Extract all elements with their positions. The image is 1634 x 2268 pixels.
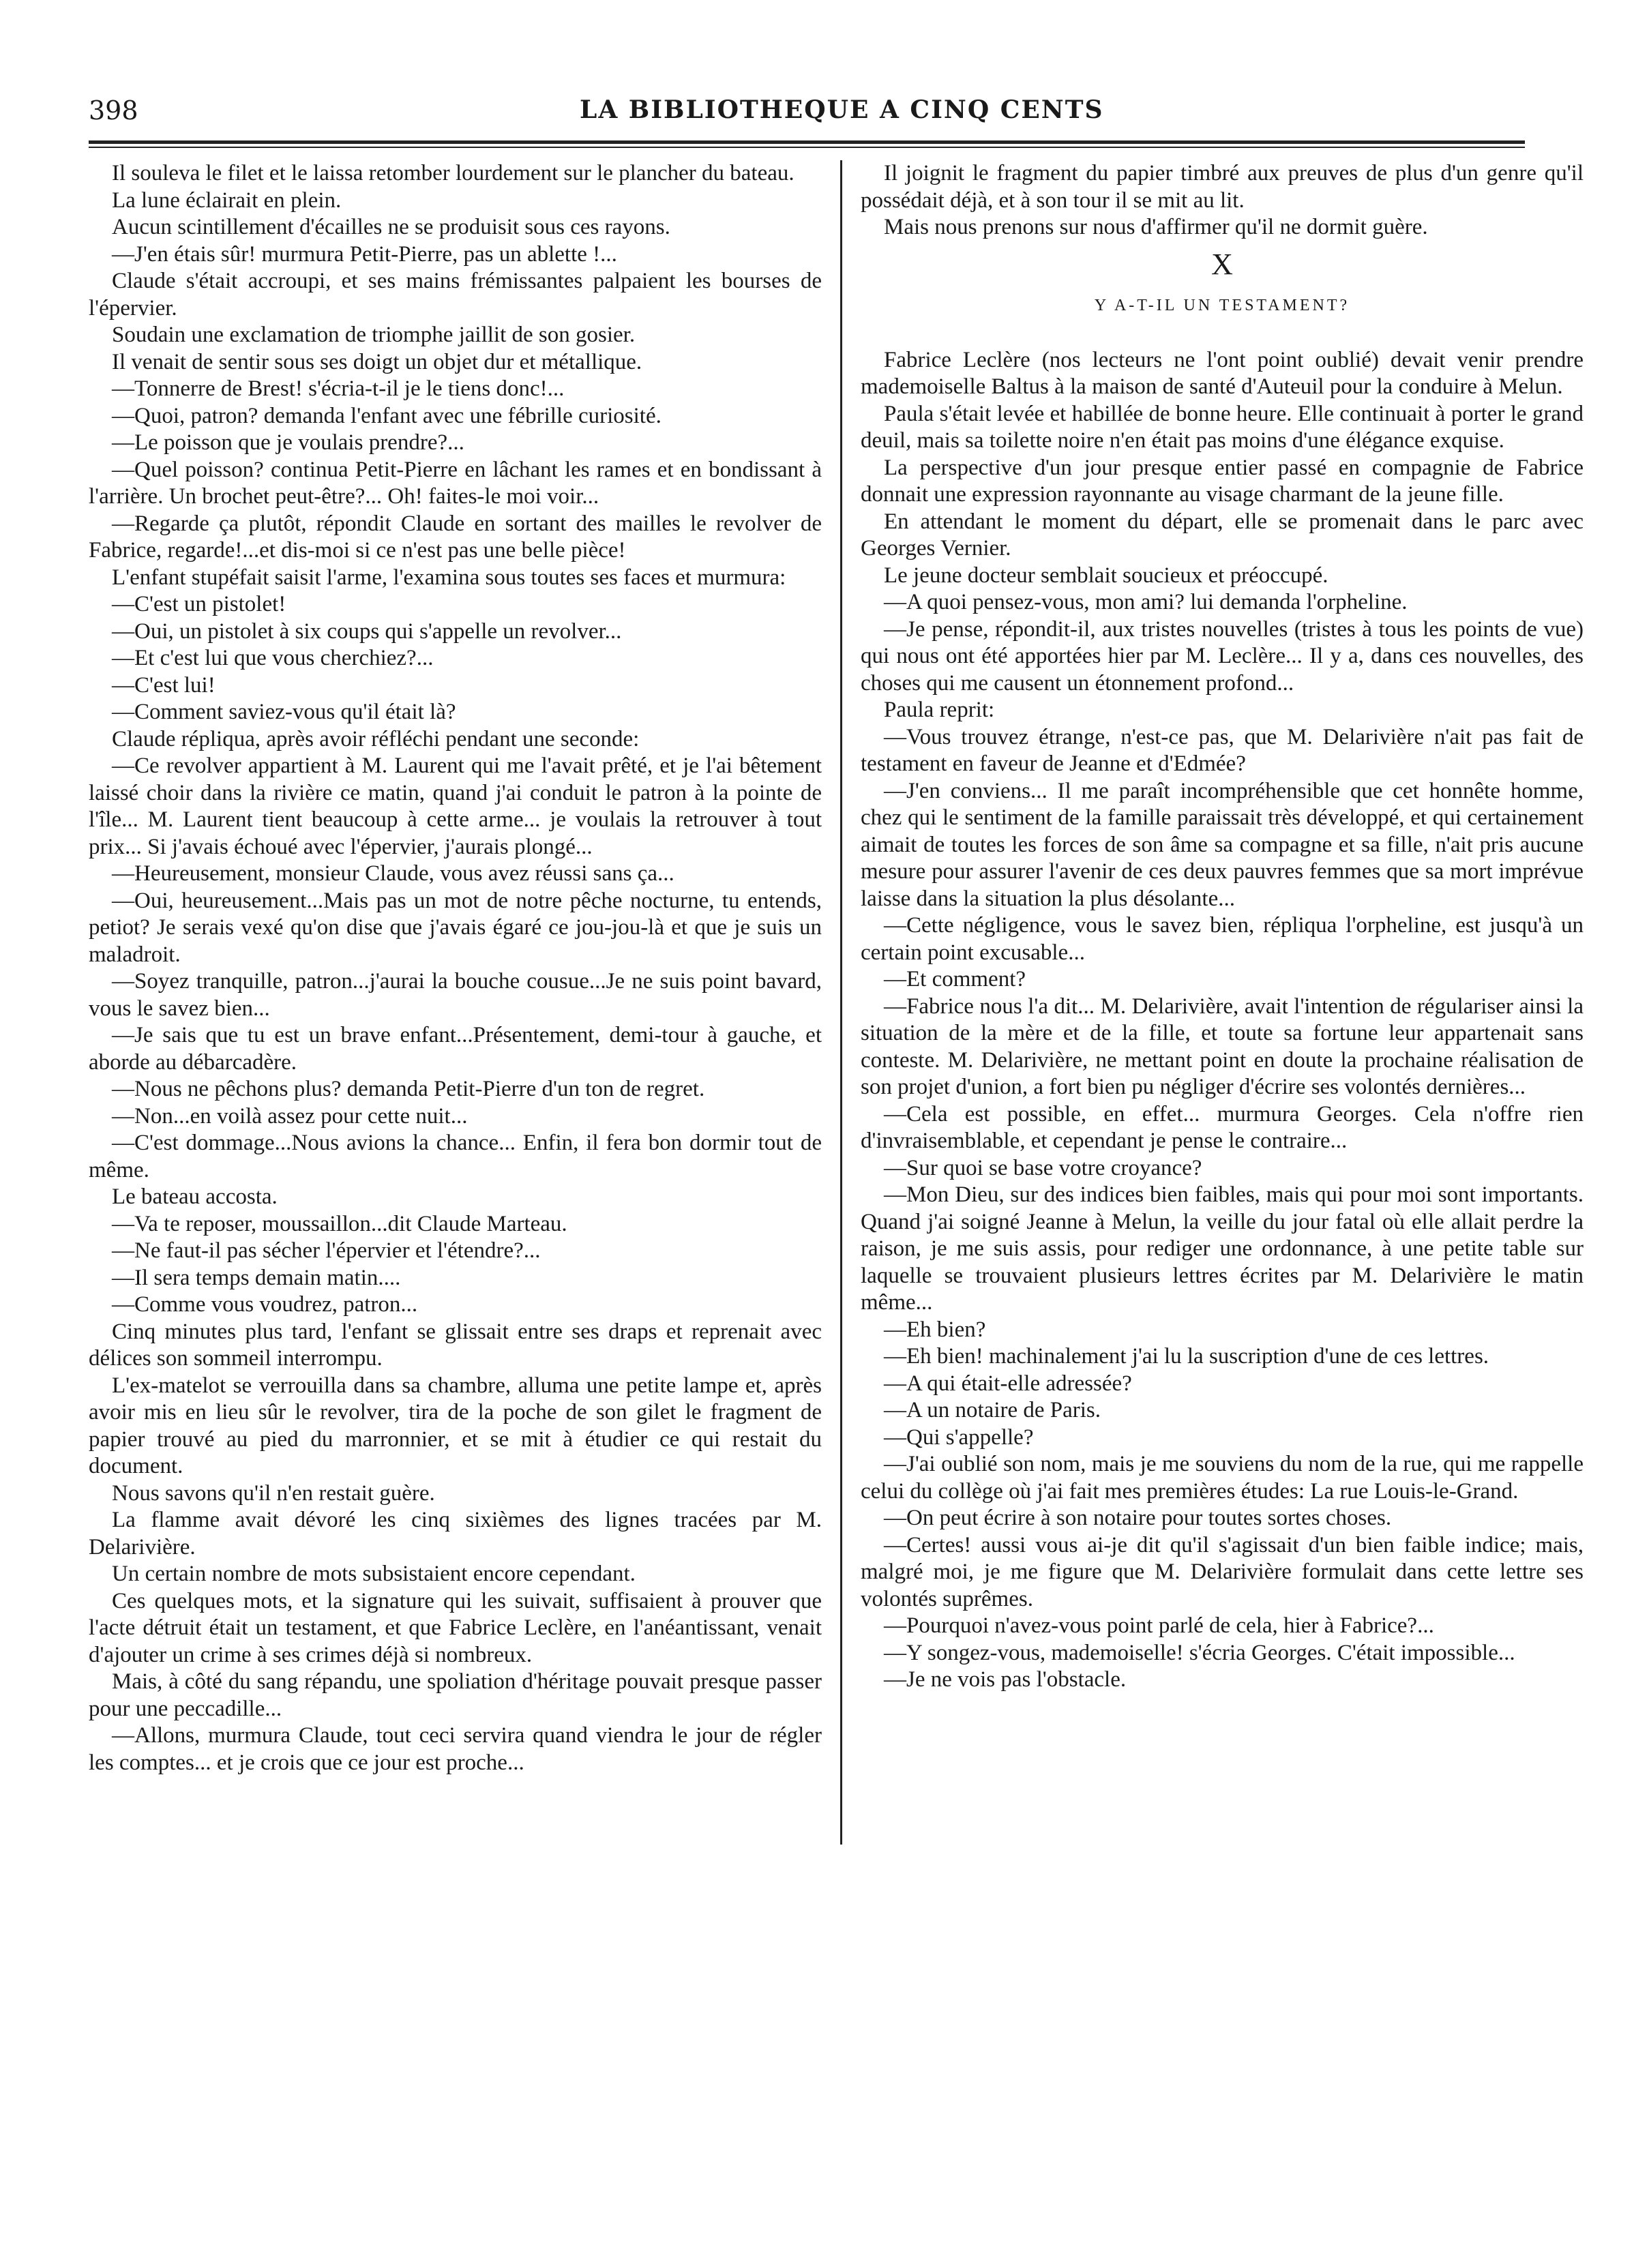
paragraph: —Eh bien? <box>884 1317 986 1342</box>
paragraph: —J'en conviens... Il me paraît incompréhensible que cet honnête homme, chez qui le sentiment de la famille paraissait très développé, et qui certainement aimait de toutes les forces de son âme sa compagne et sa fille, n'ait pris aucune mesure pour assurer l'avenir de ces deux pauvres femmes que sa mort imprévue laisse dans la situation la plus désolante... <box>861 778 1584 911</box>
paragraph: —A un notaire de Paris. <box>884 1398 1101 1422</box>
paragraph: —Quel poisson? continua Petit-Pierre en lâchant les rames et en bondissant à l'arrière. Un brochet peut-être?... Oh! faites-le moi voir... <box>89 457 822 509</box>
paragraph: —Je sais que tu est un brave enfant...Présentement, demi-tour à gauche, et aborde au débarcadère. <box>89 1023 822 1075</box>
running-title: LA BIBLIOTHEQUE A CINQ CENTS <box>580 95 1104 124</box>
paragraph: —Y songez-vous, mademoiselle! s'écria Georges. C'était impossible... <box>884 1640 1515 1665</box>
chapter-number: X <box>1211 247 1233 281</box>
paragraph: —A qui était-elle adressée? <box>884 1371 1132 1396</box>
paragraph: —Tonnerre de Brest! s'écria-t-il je le tiens donc!... <box>112 376 565 401</box>
paragraph: —On peut écrire à son notaire pour toutes sortes choses. <box>884 1506 1392 1530</box>
right-column <box>861 160 1584 2220</box>
right-column-top <box>861 160 1584 241</box>
chapter-title: Y A-T-IL UN TESTAMENT? <box>1094 297 1350 314</box>
paragraph: Mais nous prenons sur nous d'affirmer qu'il ne dormit guère. <box>884 215 1428 239</box>
paragraph: —Regarde ça plutôt, répondit Claude en sortant des mailles le revolver de Fabrice, regarde!...et dis-moi si ce n'est pas une belle pièce! <box>89 511 822 563</box>
page-number: 398 <box>89 95 138 125</box>
paragraph: —Il sera temps demain matin.... <box>112 1265 401 1290</box>
paragraph: Cinq minutes plus tard, l'enfant se glissait entre ses draps et reprenait avec délices son sommeil interrompu. <box>89 1319 822 1371</box>
paragraph: La flamme avait dévoré les cinq sixièmes des lignes tracées par M. Delarivière. <box>89 1508 822 1560</box>
paragraph: —J'ai oublié son nom, mais je me souviens du nom de la rue, qui me rappelle celui du collège où j'ai fait mes premières études: La rue Louis-le-Grand. <box>861 1452 1584 1504</box>
paragraph: —Comment saviez-vous qu'il était là? <box>112 700 456 724</box>
paragraph: —Je pense, répondit-il, aux tristes nouvelles (tristes à tous les points de vue) qui nous ont été apportées hier par M. Leclère... Il y a, dans ces nouvelles, des choses qui me causent un étonnement profond... <box>861 616 1584 696</box>
paragraph: Fabrice Leclère (nos lecteurs ne l'ont point oublié) devait venir prendre mademoiselle Baltus à la maison de santé d'Auteuil pour la conduire à Melun. <box>861 347 1584 399</box>
paragraph: —Qui s'appelle? <box>884 1424 1034 1450</box>
right-column-body <box>861 347 1584 1694</box>
paragraph: —Vous trouvez étrange, n'est-ce pas, que M. Delarivière n'ait pas fait de testament en faveur de Jeanne et d'Edmée? <box>861 724 1584 776</box>
paragraph: —Sur quoi se base votre croyance? <box>884 1155 1202 1180</box>
paragraph: —Cette négligence, vous le savez bien, répliqua l'orpheline, est jusqu'à un certain point excusable... <box>861 913 1584 965</box>
paragraph: —Comme vous voudrez, patron... <box>112 1292 418 1317</box>
paragraph: —Et c'est lui que vous cherchiez?... <box>112 646 434 670</box>
paragraph: La perspective d'un jour presque entier passé en compagnie de Fabrice donnait une expression rayonnante au visage charmant de la jeune fille. <box>861 455 1584 507</box>
paragraph: —Va te reposer, moussaillon...dit Claude Marteau. <box>112 1211 567 1236</box>
left-column <box>89 160 822 2220</box>
paragraph: —Et comment? <box>884 967 1026 991</box>
paragraph: —Mon Dieu, sur des indices bien faibles, mais qui pour moi sont importants. Quand j'ai soigné Jeanne à Melun, la veille du jour fatal où elle allait perdre la raison, je me suis assis, pour rediger une ordonnance, à une petite table sur laquelle se trouvaient plusieurs lettres écrites par M. Delarivière le matin même... <box>861 1182 1584 1315</box>
paragraph: —Le poisson que je voulais prendre?... <box>112 430 464 455</box>
paragraph: —Ne faut-il pas sécher l'épervier et l'étendre?... <box>112 1238 541 1263</box>
paragraph: L'ex-matelot se verrouilla dans sa chambre, alluma une petite lampe et, après avoir mis en lieu sûr le revolver, tira de la poche de son gilet le fragment de papier trouvé au pied du marronnier, et se mit à étudier ce qui restait du document. <box>89 1373 822 1478</box>
paragraph: —Pourquoi n'avez-vous point parlé de cela, hier à Fabrice?... <box>884 1613 1434 1638</box>
paragraph: Soudain une exclamation de triomphe jaillit de son gosier. <box>112 323 636 347</box>
paragraph: —Soyez tranquille, patron...j'aurai la bouche cousue...Je ne suis point bavard, vous le savez bien... <box>89 969 822 1021</box>
paragraph: —Quoi, patron? demanda l'enfant avec une fébrille curiosité. <box>112 403 662 428</box>
page-header <box>89 95 1525 136</box>
paragraph: Le bateau accosta. <box>112 1184 278 1209</box>
paragraph: —C'est un pistolet! <box>112 592 286 616</box>
paragraph: —Oui, un pistolet à six coups qui s'appelle un revolver... <box>112 618 622 644</box>
paragraph: La lune éclairait en plein. <box>112 188 342 213</box>
paragraph: En attendant le moment du départ, elle se promenait dans le parc avec Georges Vernier. <box>861 509 1584 561</box>
paragraph: Il joignit le fragment du papier timbré aux preuves de plus d'un genre qu'il possédait déjà, et à son tour il se mit au lit. <box>861 161 1584 213</box>
paragraph: —Ce revolver appartient à M. Laurent qui me l'avait prêté, et je l'ai bêtement laissé choir dans la rivière ce matin, quand j'ai conduit le patron à la pointe de l'île... M. Laurent tient beaucoup à cette arme... je voulais la retrouver à tout prix... Si j'avais échoué avec l'épervier, j'aurais plongé... <box>89 753 822 859</box>
paragraph: Paula s'était levée et habillée de bonne heure. Elle continuait à porter le grand deuil, mais sa toilette noire n'en était pas moins d'une élégance exquise. <box>861 401 1584 453</box>
paragraph: L'enfant stupéfait saisit l'arme, l'examina sous toutes ses faces et murmura: <box>112 565 786 590</box>
paragraph: —J'en étais sûr! murmura Petit-Pierre, pas un ablette !... <box>112 241 617 267</box>
paragraph: —Nous ne pêchons plus? demanda Petit-Pierre d'un ton de regret. <box>112 1077 705 1101</box>
paragraph: Un certain nombre de mots subsistaient encore cependant. <box>112 1562 636 1586</box>
paragraph: —C'est dommage...Nous avions la chance... Enfin, il fera bon dormir tout de même. <box>89 1131 822 1182</box>
paragraph: Mais, à côté du sang répandu, une spoliation d'héritage pouvait presque passer pour une peccadille... <box>89 1669 822 1721</box>
header-rule-thin <box>89 147 1525 148</box>
paragraph: —Allons, murmura Claude, tout ceci servira quand viendra le jour de régler les comptes... et je crois que ce jour est proche... <box>89 1723 822 1775</box>
paragraph: —Non...en voilà assez pour cette nuit... <box>112 1103 468 1129</box>
paragraph: —A quoi pensez-vous, mon ami? lui demanda l'orpheline. <box>884 590 1408 614</box>
paragraph: —Fabrice nous l'a dit... M. Delarivière, avait l'intention de régulariser ainsi la situation de la mère et de la fille, et toute sa fortune leur appartenait sans conteste. M. Delarivière, ne mettant point en doute la prochaine réalisation de son projet d'union, a fort bien pu négliger d'écrire ses volontés dernières... <box>861 994 1584 1099</box>
paragraph: —Certes! aussi vous ai-je dit qu'il s'agissait d'un bien faible indice; mais, malgré moi, je me figure que M. Delarivière formulait dans cette lettre ses volontés suprêmes. <box>861 1532 1584 1611</box>
header-rule <box>89 140 1525 144</box>
paragraph: Aucun scintillement d'écailles ne se produisit sous ces rayons. <box>112 215 670 239</box>
paragraph: —Je ne vois pas l'obstacle. <box>884 1667 1127 1692</box>
paragraph: Nous savons qu'il n'en restait guère. <box>112 1480 435 1506</box>
paragraph: Claude s'était accroupi, et ses mains frémissantes palpaient les bourses de l'épervier. <box>89 269 822 320</box>
paragraph: —Oui, heureusement...Mais pas un mot de notre pêche nocturne, tu entends, petiot? Je serais vexé qu'on dise que j'avais égaré ce jou-jou-là et que je suis un maladroit. <box>89 888 822 967</box>
column-divider <box>840 160 842 1845</box>
paragraph: Le jeune docteur semblait soucieux et préoccupé. <box>884 563 1328 588</box>
paragraph: Paula reprit: <box>884 698 995 722</box>
paragraph: Claude répliqua, après avoir réfléchi pendant une seconde: <box>112 726 640 751</box>
paragraph: —Heureusement, monsieur Claude, vous avez réussi sans ça... <box>112 861 674 886</box>
paragraph: Ces quelques mots, et la signature qui les suivait, suffisaient à prouver que l'acte détruit était un testament, et que Fabrice Leclère, en l'anéantissant, venait d'ajouter un crime à ses crimes déjà si nombreux. <box>89 1588 822 1667</box>
paragraph: Il venait de sentir sous ses doigt un objet dur et métallique. <box>112 349 642 374</box>
paragraph: Il souleva le filet et le laissa retomber lourdement sur le plancher du bateau. <box>112 161 794 185</box>
paragraph: —Cela est possible, en effet... murmura Georges. Cela n'offre rien d'invraisemblable, et cependant je pense le contraire... <box>861 1101 1584 1153</box>
paragraph: —C'est lui! <box>112 672 216 698</box>
paragraph: —Eh bien! machinalement j'ai lu la suscription d'une de ces lettres. <box>884 1344 1489 1369</box>
